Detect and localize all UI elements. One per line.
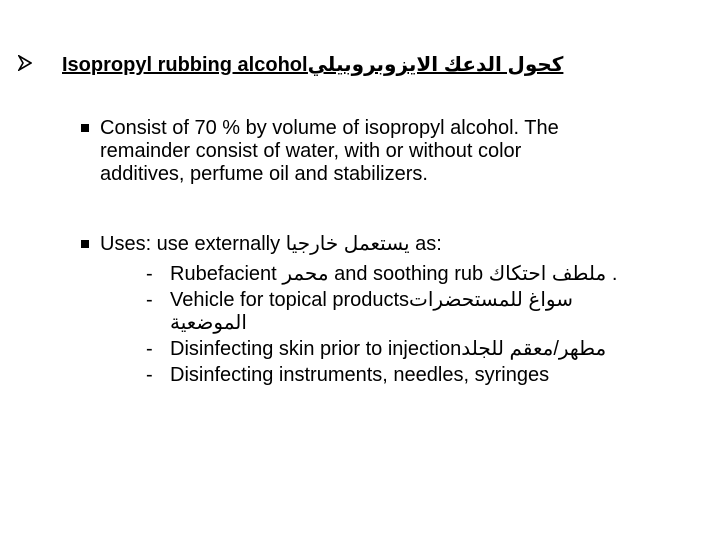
list-item bbox=[146, 289, 706, 335]
use-end: . bbox=[611, 263, 618, 285]
heading-arabic: كحول الدعك الايزوبروبيلي bbox=[307, 54, 564, 76]
composition-line-2: remainder consist of water, with or without color bbox=[100, 140, 522, 162]
uses-list bbox=[146, 263, 706, 390]
square-bullet-icon bbox=[81, 124, 89, 132]
uses-intro-end: as: bbox=[415, 233, 442, 255]
use-text: Disinfecting skin prior to injection bbox=[170, 338, 462, 360]
heading-row bbox=[18, 52, 563, 77]
use-arabic-wrap: الموضعية bbox=[170, 312, 247, 334]
list-item bbox=[146, 263, 706, 286]
use-text: Rubefacient bbox=[170, 263, 277, 285]
arrow-bullet-icon bbox=[18, 55, 62, 77]
slide-heading bbox=[62, 52, 563, 77]
uses-intro-arabic: يستعمل خارجيا bbox=[285, 233, 410, 255]
use-arabic: سواغ للمستحضرات bbox=[409, 289, 573, 311]
dash-bullet: - bbox=[146, 338, 153, 360]
dash-bullet: - bbox=[146, 263, 153, 285]
dash-bullet: - bbox=[146, 289, 153, 311]
use-arabic: مطهر/معقم للجلد bbox=[461, 338, 607, 360]
bullet-composition bbox=[100, 117, 660, 186]
square-bullet-icon bbox=[81, 240, 89, 248]
use-arabic: محمر bbox=[282, 263, 329, 285]
use-text: and soothing rub bbox=[334, 263, 484, 285]
list-item bbox=[146, 338, 706, 361]
use-text: Vehicle for topical products bbox=[170, 289, 410, 311]
bullet-uses bbox=[100, 233, 680, 256]
list-item bbox=[146, 364, 706, 387]
composition-line-3: additives, perfume oil and stabilizers. bbox=[100, 163, 428, 185]
use-arabic: ملطف احتكاك bbox=[488, 263, 607, 285]
use-text: Disinfecting instruments, needles, syringes bbox=[170, 364, 550, 386]
composition-line-1: Consist of 70 % by volume of isopropyl alcohol. The bbox=[100, 117, 559, 139]
heading-english: Isopropyl rubbing alcohol bbox=[62, 54, 308, 76]
dash-bullet: - bbox=[146, 364, 153, 386]
uses-intro: Uses: use externally bbox=[100, 233, 281, 255]
